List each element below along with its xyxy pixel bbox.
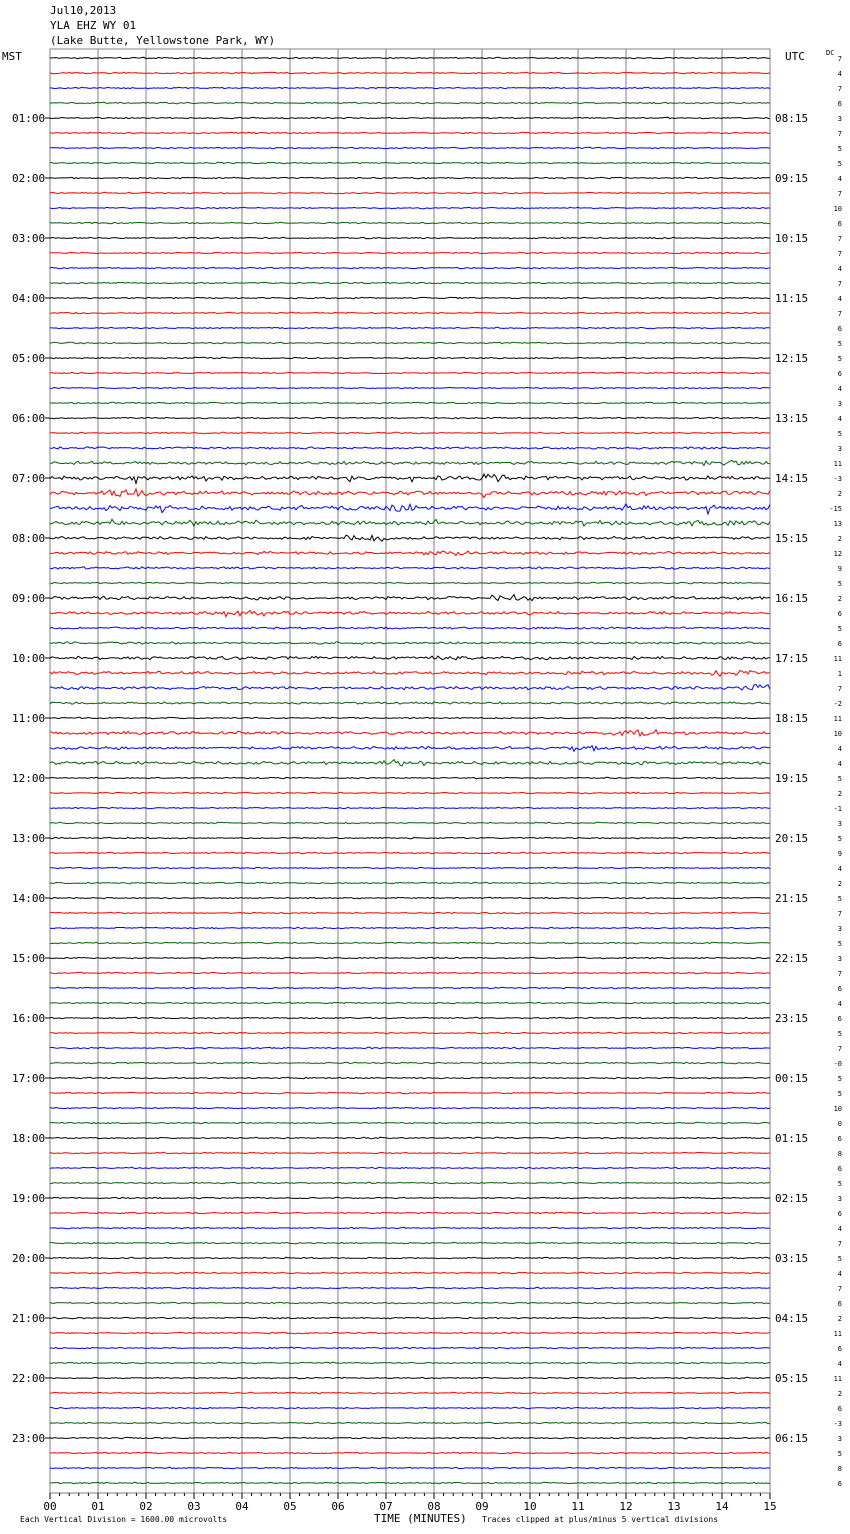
dc-offset-label: 6 xyxy=(837,325,842,333)
seismic-trace xyxy=(50,1152,770,1154)
dc-offset-label: 6 xyxy=(837,1480,842,1488)
x-tick-label: 09 xyxy=(475,1500,489,1513)
dc-offset-label: 10 xyxy=(833,205,842,213)
hour-label-left: 16:00 xyxy=(12,1012,46,1025)
right-timezone-label: UTC xyxy=(785,50,805,63)
dc-offset-label: 6 xyxy=(837,1210,842,1218)
seismic-trace xyxy=(50,760,770,766)
hour-label-left: 02:00 xyxy=(12,172,46,185)
seismic-trace xyxy=(50,1287,770,1289)
dc-offset-label: 6 xyxy=(837,1405,842,1413)
dc-offset-label: 3 xyxy=(837,955,842,963)
seismic-trace xyxy=(50,1122,770,1124)
dc-offset-label: 3 xyxy=(837,115,842,123)
x-tick-label: 10 xyxy=(523,1500,537,1513)
dc-offset-label: 5 xyxy=(837,1450,842,1458)
seismic-trace xyxy=(50,147,770,149)
hour-label-right: 15:15 xyxy=(775,532,809,545)
seismic-trace xyxy=(50,519,770,526)
x-axis-title: TIME (MINUTES) xyxy=(374,1512,467,1525)
hour-label-left: 09:00 xyxy=(12,592,46,605)
seismic-trace xyxy=(50,912,770,914)
dc-offset-label: 7 xyxy=(837,310,842,318)
x-tick-label: 11 xyxy=(571,1500,585,1513)
seismic-trace xyxy=(50,746,770,752)
dc-offset-label: 6 xyxy=(837,985,842,993)
dc-offset-label: 6 xyxy=(837,610,842,618)
hour-label-left: 10:00 xyxy=(12,652,46,665)
dc-offset-label: 5 xyxy=(837,835,842,843)
seismic-trace xyxy=(50,1212,770,1214)
dc-offset-label: 6 xyxy=(837,1015,842,1023)
x-tick-label: 08 xyxy=(427,1500,441,1513)
dc-offset-label: 4 xyxy=(837,1225,842,1233)
hour-label-left: 14:00 xyxy=(12,892,46,905)
seismic-trace xyxy=(50,1452,770,1454)
hour-label-left: 01:00 xyxy=(12,112,46,125)
seismic-trace xyxy=(50,504,770,514)
hour-label-right: 05:15 xyxy=(775,1372,809,1385)
dc-offset-label: 11 xyxy=(833,1330,842,1338)
dc-offset-label: 5 xyxy=(837,340,842,348)
seismic-trace xyxy=(50,822,770,824)
left-timezone-label: MST xyxy=(2,50,22,63)
dc-offset-label: 6 xyxy=(837,1165,842,1173)
dc-offset-label: 4 xyxy=(837,865,842,873)
dc-offset-label: 5 xyxy=(837,1255,842,1263)
seismic-trace xyxy=(50,87,770,89)
dc-offset-label: 7 xyxy=(837,235,842,243)
dc-offset-label: 7 xyxy=(837,85,842,93)
hour-label-left: 19:00 xyxy=(12,1192,46,1205)
x-tick-label: 00 xyxy=(43,1500,57,1513)
hour-label-right: 04:15 xyxy=(775,1312,809,1325)
seismic-trace xyxy=(50,417,770,419)
hour-label-right: 00:15 xyxy=(775,1072,809,1085)
seismic-trace xyxy=(50,777,770,779)
seismic-trace xyxy=(50,897,770,899)
x-tick-label: 04 xyxy=(235,1500,249,1513)
dc-offset-label: -0 xyxy=(833,1060,842,1068)
seismic-trace xyxy=(50,717,770,719)
seismic-trace xyxy=(50,1077,770,1079)
hour-label-left: 21:00 xyxy=(12,1312,46,1325)
seismic-trace xyxy=(50,177,770,179)
hour-label-right: 14:15 xyxy=(775,472,809,485)
seismic-trace xyxy=(50,1107,770,1109)
seismic-trace xyxy=(50,1467,770,1469)
dc-offset-label: 7 xyxy=(837,685,842,693)
seismic-trace xyxy=(50,972,770,974)
dc-offset-label: 3 xyxy=(837,400,842,408)
dc-offset-label: 6 xyxy=(837,1300,842,1308)
hour-label-right: 18:15 xyxy=(775,712,809,725)
seismic-trace xyxy=(50,1257,770,1259)
dc-offset-label: 5 xyxy=(837,625,842,633)
hour-label-right: 03:15 xyxy=(775,1252,809,1265)
seismic-trace xyxy=(50,460,770,465)
seismic-trace xyxy=(50,282,770,284)
dc-offset-label: 7 xyxy=(837,910,842,918)
seismic-trace xyxy=(50,102,770,104)
seismic-trace xyxy=(50,627,770,629)
seismic-trace xyxy=(50,1377,770,1379)
seismic-trace xyxy=(50,162,770,164)
seismic-trace xyxy=(50,1437,770,1439)
dc-offset-label: 11 xyxy=(833,655,842,663)
hour-label-right: 19:15 xyxy=(775,772,809,785)
dc-offset-label: 5 xyxy=(837,580,842,588)
hour-label-right: 22:15 xyxy=(775,952,809,965)
seismic-trace xyxy=(50,792,770,793)
seismic-trace xyxy=(50,670,770,676)
dc-label: DC xyxy=(826,49,835,57)
header-date: Jul10,2013 xyxy=(50,4,117,17)
seismic-trace xyxy=(50,535,770,541)
hour-label-right: 10:15 xyxy=(775,232,809,245)
dc-offset-label: 11 xyxy=(833,1375,842,1383)
hour-label-right: 06:15 xyxy=(775,1432,809,1445)
seismic-trace xyxy=(50,1182,770,1184)
dc-offset-label: 6 xyxy=(837,220,842,228)
dc-offset-label: 7 xyxy=(837,1240,842,1248)
hour-label-left: 11:00 xyxy=(12,712,46,725)
x-tick-label: 15 xyxy=(763,1500,777,1513)
dc-offset-label: 4 xyxy=(837,265,842,273)
dc-offset-label: 3 xyxy=(837,925,842,933)
dc-offset-label: 3 xyxy=(837,820,842,828)
dc-offset-label: 7 xyxy=(837,55,842,63)
seismic-trace xyxy=(50,1347,770,1349)
seismic-trace xyxy=(50,489,770,498)
dc-offset-label: 7 xyxy=(837,280,842,288)
seismic-trace xyxy=(50,474,770,483)
dc-offset-label: 13 xyxy=(833,520,842,528)
seismic-trace xyxy=(50,837,770,839)
dc-offset-label: 4 xyxy=(837,760,842,768)
dc-offset-label: 4 xyxy=(837,1000,842,1008)
dc-offset-label: -1 xyxy=(833,805,842,813)
dc-offset-label: 1 xyxy=(837,670,842,678)
seismic-trace xyxy=(50,1407,770,1408)
seismic-trace xyxy=(50,1002,770,1004)
dc-offset-label: 4 xyxy=(837,385,842,393)
x-tick-label: 07 xyxy=(379,1500,393,1513)
seismic-trace xyxy=(50,57,770,59)
seismic-trace xyxy=(50,1017,770,1019)
dc-offset-label: 6 xyxy=(837,1345,842,1353)
dc-offset-label: 8 xyxy=(837,1465,842,1473)
dc-offset-label: 5 xyxy=(837,430,842,438)
dc-offset-label: 3 xyxy=(837,1195,842,1203)
seismic-trace xyxy=(50,117,770,119)
x-tick-label: 14 xyxy=(715,1500,729,1513)
dc-offset-label: 9 xyxy=(837,850,842,858)
seismic-trace xyxy=(50,192,770,194)
dc-offset-label: -3 xyxy=(833,475,842,483)
seismic-trace xyxy=(50,1227,770,1229)
dc-offset-label: 10 xyxy=(833,1105,842,1113)
hour-label-right: 09:15 xyxy=(775,172,809,185)
hour-label-left: 20:00 xyxy=(12,1252,46,1265)
dc-offset-label: 4 xyxy=(837,70,842,78)
seismic-trace xyxy=(50,852,770,854)
dc-offset-label: 8 xyxy=(837,1150,842,1158)
dc-offset-label: 3 xyxy=(837,445,842,453)
header-location: (Lake Butte, Yellowstone Park, WY) xyxy=(50,34,276,47)
dc-offset-label: 6 xyxy=(837,370,842,378)
dc-offset-label: 4 xyxy=(837,415,842,423)
dc-offset-label: 12 xyxy=(833,550,842,558)
dc-offset-label: 4 xyxy=(837,295,842,303)
seismic-trace xyxy=(50,357,770,359)
seismic-trace xyxy=(50,1167,770,1169)
hour-label-right: 01:15 xyxy=(775,1132,809,1145)
dc-offset-label: 7 xyxy=(837,1285,842,1293)
hour-label-right: 11:15 xyxy=(775,292,809,305)
dc-offset-label: 7 xyxy=(837,970,842,978)
x-tick-label: 13 xyxy=(667,1500,681,1513)
dc-offset-label: 0 xyxy=(837,1120,842,1128)
hour-label-right: 20:15 xyxy=(775,832,809,845)
seismic-trace xyxy=(50,1242,770,1244)
hour-label-left: 13:00 xyxy=(12,832,46,845)
hour-label-right: 08:15 xyxy=(775,112,809,125)
dc-offset-label: 4 xyxy=(837,1360,842,1368)
seismic-trace xyxy=(50,207,770,208)
dc-offset-label: 11 xyxy=(833,460,842,468)
seismic-trace xyxy=(50,312,770,314)
seismic-trace xyxy=(50,1032,770,1034)
seismic-trace xyxy=(50,1197,770,1198)
seismic-trace xyxy=(50,402,770,404)
dc-offset-label: 7 xyxy=(837,250,842,258)
dc-offset-label: 6 xyxy=(837,640,842,648)
seismic-trace xyxy=(50,730,770,736)
hour-label-right: 17:15 xyxy=(775,652,809,665)
hour-label-left: 12:00 xyxy=(12,772,46,785)
dc-offset-label: 7 xyxy=(837,1045,842,1053)
dc-offset-label: 5 xyxy=(837,1075,842,1083)
hour-label-right: 21:15 xyxy=(775,892,809,905)
dc-offset-label: 11 xyxy=(833,715,842,723)
hour-label-right: 13:15 xyxy=(775,412,809,425)
hour-label-left: 05:00 xyxy=(12,352,46,365)
seismic-trace xyxy=(50,432,770,434)
dc-offset-label: 5 xyxy=(837,355,842,363)
dc-offset-label: 10 xyxy=(833,730,842,738)
seismic-trace xyxy=(50,252,770,254)
seismic-trace xyxy=(50,1422,770,1424)
x-tick-label: 03 xyxy=(187,1500,201,1513)
seismic-trace xyxy=(50,656,770,660)
seismic-trace xyxy=(50,1392,770,1394)
dc-offset-label: 3 xyxy=(837,1435,842,1443)
seismic-trace xyxy=(50,1317,770,1319)
seismic-trace xyxy=(50,927,770,929)
dc-offset-label: 5 xyxy=(837,940,842,948)
x-tick-label: 02 xyxy=(139,1500,153,1513)
seismic-trace xyxy=(50,882,770,884)
seismic-trace xyxy=(50,551,770,555)
dc-offset-label: 4 xyxy=(837,745,842,753)
seismic-trace xyxy=(50,1092,770,1094)
hour-label-left: 15:00 xyxy=(12,952,46,965)
dc-offset-label: 5 xyxy=(837,775,842,783)
dc-offset-label: -2 xyxy=(833,700,842,708)
seismic-trace xyxy=(50,132,770,134)
seismic-trace xyxy=(50,642,770,645)
seismic-trace xyxy=(50,1272,770,1274)
dc-offset-label: 2 xyxy=(837,535,842,543)
seismic-trace xyxy=(50,611,770,617)
dc-offset-label: 5 xyxy=(837,1180,842,1188)
dc-offset-label: 2 xyxy=(837,880,842,888)
hour-label-left: 22:00 xyxy=(12,1372,46,1385)
seismic-trace xyxy=(50,567,770,569)
seismic-trace xyxy=(50,807,770,809)
hour-label-right: 02:15 xyxy=(775,1192,809,1205)
footer-clip-note: Traces clipped at plus/minus 5 vertical divisions xyxy=(482,1515,719,1524)
seismic-trace xyxy=(50,297,770,298)
hour-label-left: 17:00 xyxy=(12,1072,46,1085)
seismic-trace xyxy=(50,342,770,344)
seismic-trace xyxy=(50,387,770,389)
dc-offset-label: 2 xyxy=(837,1390,842,1398)
hour-label-left: 07:00 xyxy=(12,472,46,485)
hour-label-right: 12:15 xyxy=(775,352,809,365)
dc-offset-label: 5 xyxy=(837,895,842,903)
plot-frame xyxy=(50,49,770,1493)
dc-offset-label: 7 xyxy=(837,130,842,138)
dc-offset-label: -3 xyxy=(833,1420,842,1428)
seismic-trace xyxy=(50,1047,770,1049)
seismic-trace xyxy=(50,1482,770,1484)
seismic-trace xyxy=(50,447,770,449)
hour-label-left: 06:00 xyxy=(12,412,46,425)
x-tick-label: 01 xyxy=(91,1500,105,1513)
dc-offset-label: 6 xyxy=(837,1135,842,1143)
dc-offset-label: 5 xyxy=(837,160,842,168)
dc-offset-label: 2 xyxy=(837,595,842,603)
hour-label-left: 03:00 xyxy=(12,232,46,245)
dc-offset-label: 2 xyxy=(837,1315,842,1323)
seismic-trace xyxy=(50,1062,770,1064)
seismic-trace xyxy=(50,702,770,705)
header-station: YLA EHZ WY 01 xyxy=(50,19,137,32)
dc-offset-label: 4 xyxy=(837,1270,842,1278)
seismic-trace xyxy=(50,222,770,224)
hour-label-left: 04:00 xyxy=(12,292,46,305)
seismic-trace xyxy=(50,72,770,74)
footer-scale-note: Each Vertical Division = 1600.00 microvolts xyxy=(20,1515,228,1524)
hour-label-right: 23:15 xyxy=(775,1012,809,1025)
seismic-trace xyxy=(50,942,770,944)
x-tick-label: 12 xyxy=(619,1500,633,1513)
dc-offset-label: 4 xyxy=(837,175,842,183)
dc-offset-label: 5 xyxy=(837,1030,842,1038)
x-tick-label: 05 xyxy=(283,1500,297,1513)
seismic-trace xyxy=(50,267,770,269)
dc-offset-label: 9 xyxy=(837,565,842,573)
seismic-trace xyxy=(50,684,770,690)
dc-offset-label: -15 xyxy=(829,505,842,513)
seismic-trace xyxy=(50,1302,770,1304)
x-tick-label: 06 xyxy=(331,1500,345,1513)
hour-label-left: 23:00 xyxy=(12,1432,46,1445)
hour-label-left: 18:00 xyxy=(12,1132,46,1145)
seismic-trace xyxy=(50,372,770,374)
seismic-trace xyxy=(50,327,770,329)
hour-label-right: 16:15 xyxy=(775,592,809,605)
hour-label-left: 08:00 xyxy=(12,532,46,545)
seismic-trace xyxy=(50,582,770,584)
dc-offset-label: 2 xyxy=(837,790,842,798)
seismic-trace xyxy=(50,1137,770,1139)
seismic-trace xyxy=(50,1362,770,1364)
dc-offset-label: 7 xyxy=(837,190,842,198)
seismic-trace xyxy=(50,957,770,959)
dc-offset-label: 6 xyxy=(837,100,842,108)
seismic-trace xyxy=(50,867,770,869)
seismic-trace xyxy=(50,987,770,989)
seismic-trace xyxy=(50,237,770,239)
seismic-trace xyxy=(50,595,770,601)
dc-offset-label: 2 xyxy=(837,490,842,498)
seismic-trace xyxy=(50,1332,770,1334)
dc-offset-label: 5 xyxy=(837,1090,842,1098)
dc-offset-label: 5 xyxy=(837,145,842,153)
